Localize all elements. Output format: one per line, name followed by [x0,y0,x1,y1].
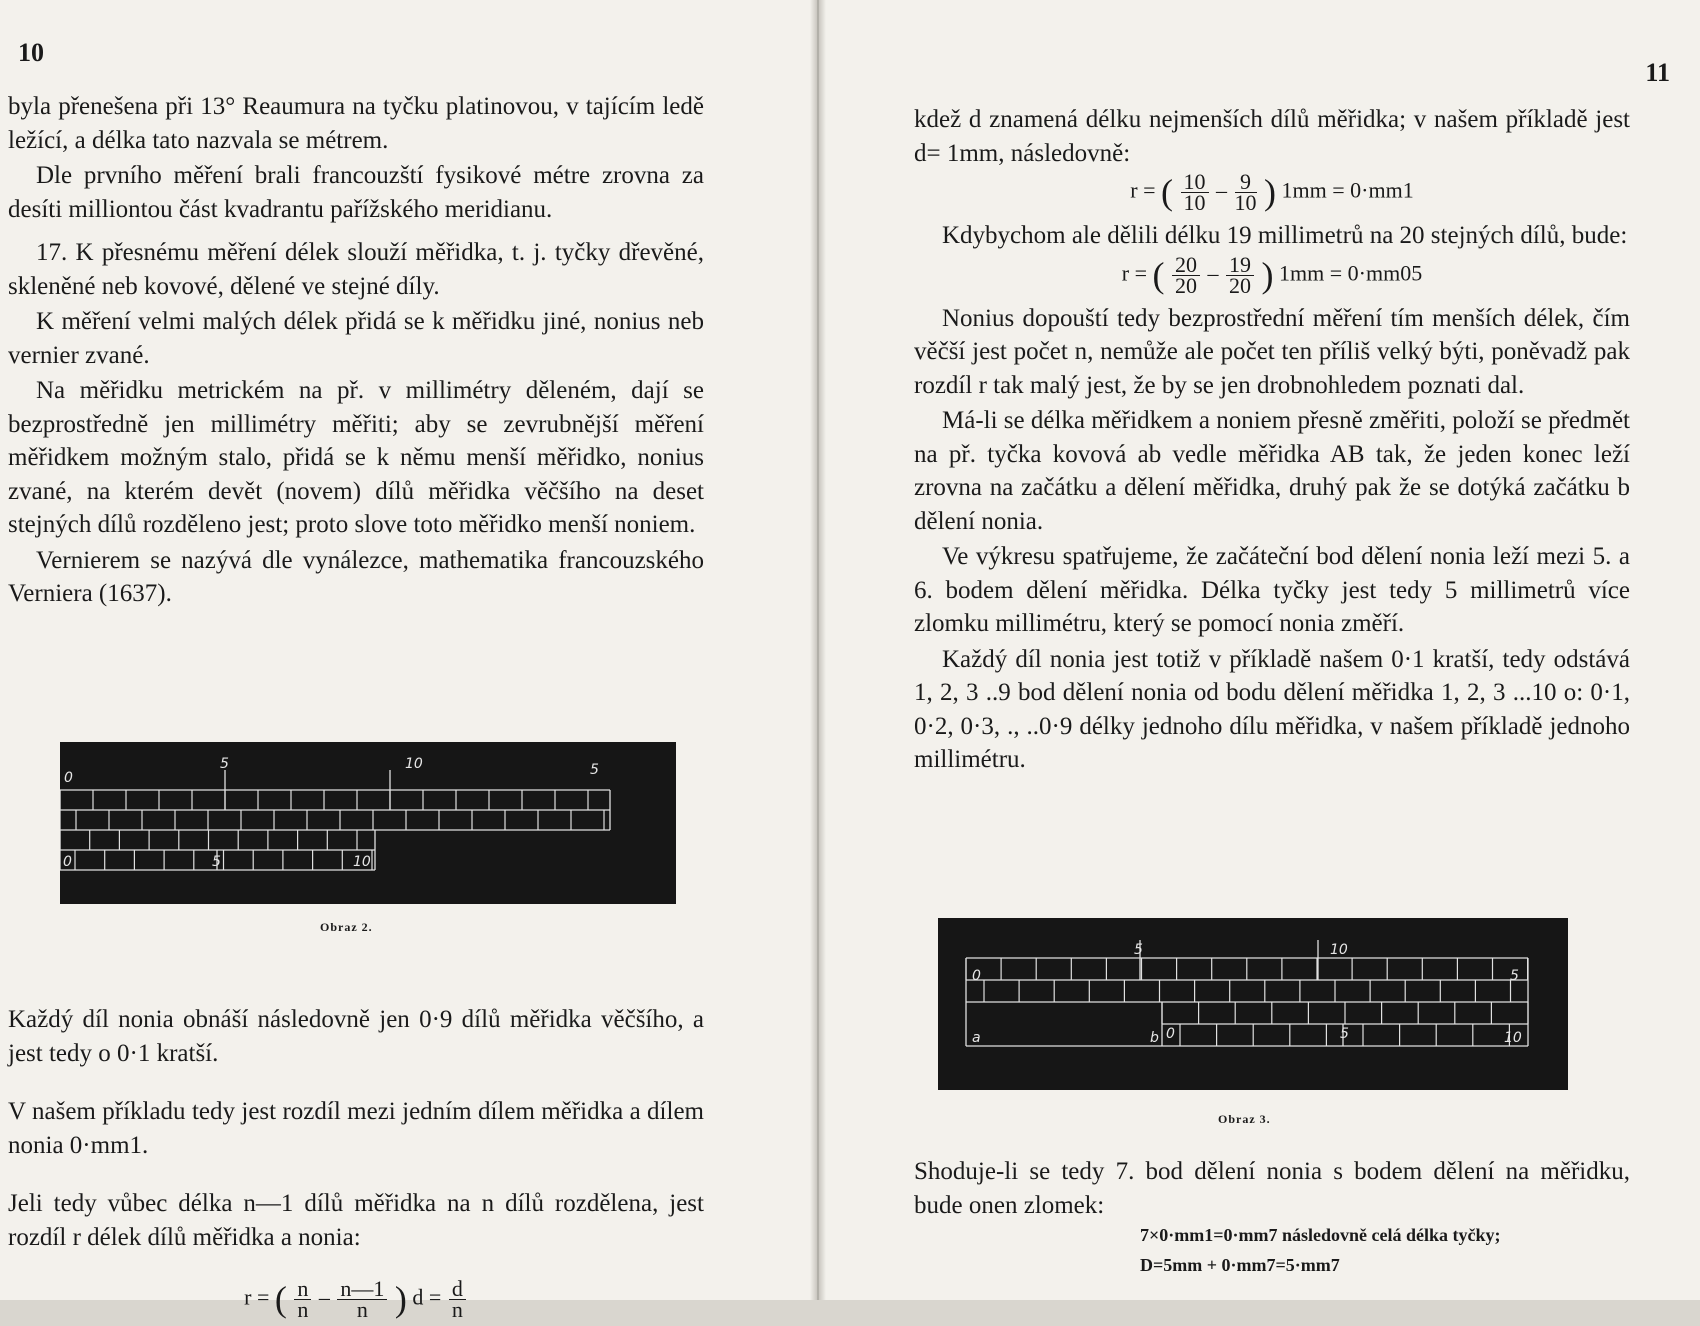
page-number: 11 [1645,58,1670,87]
paragraph: Vernierem se nazývá dle vynálezce, mathematika francouzského Verniera (1637). [8,546,704,607]
book-gutter [810,0,826,1300]
scale-label: 10 [405,756,423,772]
paragraph: Dle prvního měření brali francouzští fysikové métre zrovna za desíti milliontou část kvadrantu pařížského meridianu. [8,162,704,223]
nonius-label: 5 [212,854,221,870]
paragraph: Nonius dopouští tedy bezprostřední měření tím menších délek, čím věčší jest počet n, nemůže ale počet ten příliš velký býti, poněvadž pak rozdíl r tak malý jest, že by se jen drobnohledem poznati dal. [914,304,1630,399]
right-page [826,0,1700,1300]
nonius-label: 5 [1340,1026,1349,1042]
vernier-figure-3 [938,918,1568,1090]
scale-label: 5 [1134,942,1143,958]
paragraph: Ve výkresu spatřujeme, že začáteční bod dělení nonia leží mezi 5. a 6. bodem dělení měřidka. Délka tyčky jest tedy 5 millimetrů více zlomku millimétru, který se pomocí nonia změří. [914,543,1630,637]
nonius-label: 10 [353,854,371,870]
nonius-label: 0 [1166,1026,1175,1042]
paragraph: Jeli tedy vůbec délka n—1 dílů měřidka na n dílů rozdělena, jest rozdíl r délek dílů měřidka a nonia: [8,1190,704,1251]
paragraph: Kdybychom ale dělili délku 19 millimetrů na 20 stejných dílů, bude: [942,222,1628,249]
object-label: a [972,1030,981,1046]
nonius-label: 10 [1504,1030,1522,1046]
paragraph: Shoduje-li se tedy 7. bod dělení nonia s bodem dělení na měřidku, bude onen zlomek: [914,1158,1630,1219]
nonius-label: 0 [63,854,72,870]
figure-caption: Obraz 2. [320,920,373,934]
scale-label: 10 [1330,942,1348,958]
paragraph: V našem příkladu tedy jest rozdíl mezi jedním dílem měřidka a dílem nonia 0·mm1. [8,1098,704,1159]
scale-label: 5 [220,756,229,772]
scale-label: 5 [590,762,599,778]
paragraph: K měření velmi malých délek přidá se k měřidku jiné, nonius neb vernier zvané. [8,308,704,369]
figure-caption: Obraz 3. [1218,1112,1271,1126]
paragraph: kdež d znamená délku nejmenších dílů měřidka; v našem příkladě jest d= 1mm, následovně: [914,106,1630,167]
scale-label: 0 [972,968,981,984]
vernier-scale-drawing [60,742,676,904]
vernier-figure-2 [60,742,676,904]
result-line: D=5mm + 0·mm7=5·mm7 [1140,1255,1340,1275]
page-number: 10 [18,38,44,67]
paragraph: byla přenešena při 13° Reaumura na tyčku platinovou, v tajícím ledě ležící, a délka tato nazvala se métrem. [8,93,704,154]
left-page-text [8,90,704,613]
object-label: b [1150,1030,1159,1046]
result-line: 7×0·mm1=0·mm7 následovně celá délka tyčky; [1140,1225,1501,1245]
formula-r: r = ( $\frac{n}{n}$ – $\frac{n—1}{n}$ ) d = $\frac{d}{n}$ [8,1279,704,1320]
scale-label: 5 [1510,968,1519,984]
vernier-scale-drawing [938,918,1568,1090]
paragraph: Má-li se délka měřidkem a noniem přesně změřiti, položí se předmět na př. tyčka kovová ab vedle měřidka AB tak, že jeden konec leží zrovna na začátku a dělení měřidka, druhý pak že se dotýká začátku b dělení nonia. [914,407,1630,535]
paragraph: Každý díl nonia jest totiž v příkladě našem 0·1 kratší, tedy odstává 1, 2, 3 ..9 bod dělení nonia od bodu dělení měřidka 1, 2, 3 ...10 o: 0·1, 0·2, 0·3, ., ..0·9 délky jednoho dílu měřidka, v našem příkladě jednoho millimétru. [914,645,1630,773]
left-bottom-text [8,978,704,1326]
scale-label: 0 [64,770,73,786]
paragraph: Na měřidku metrickém na př. v millimétry děleném, dají se bezprostředně jen millimétry měřiti; aby se zevrubnější měření měřidkem možným stalo, přidá se k němu menší měřidko, nonius zvané, na kterém devět (novem) dílů měřidka věčšího na deset stejných dílů rozděleno jest; proto slove toto měřidko menší noniem. [8,377,704,538]
left-page [0,0,810,1322]
right-page-text [914,103,1630,779]
paragraph: 17. K přesnému měření délek slouží měřidka, t. j. tyčky dřevěné, skleněné neb kovové, dělené ve stejné díly. [8,239,704,300]
paragraph: Každý díl nonia obnáší následovně jen 0·9 dílů měřidka věčšího, a jest tedy o 0·1 kratší. [8,1006,704,1067]
formula-2: r = ( $\frac{20}{20}$ – $\frac{19}{20}$ ) 1mm = 0·mm05 [1121,251,1423,298]
final-result [1140,1220,1501,1280]
formula-1: r = ( $\frac{10}{10}$ – $\frac{9}{10}$ ) 1mm = 0·mm1 [1130,169,1414,215]
